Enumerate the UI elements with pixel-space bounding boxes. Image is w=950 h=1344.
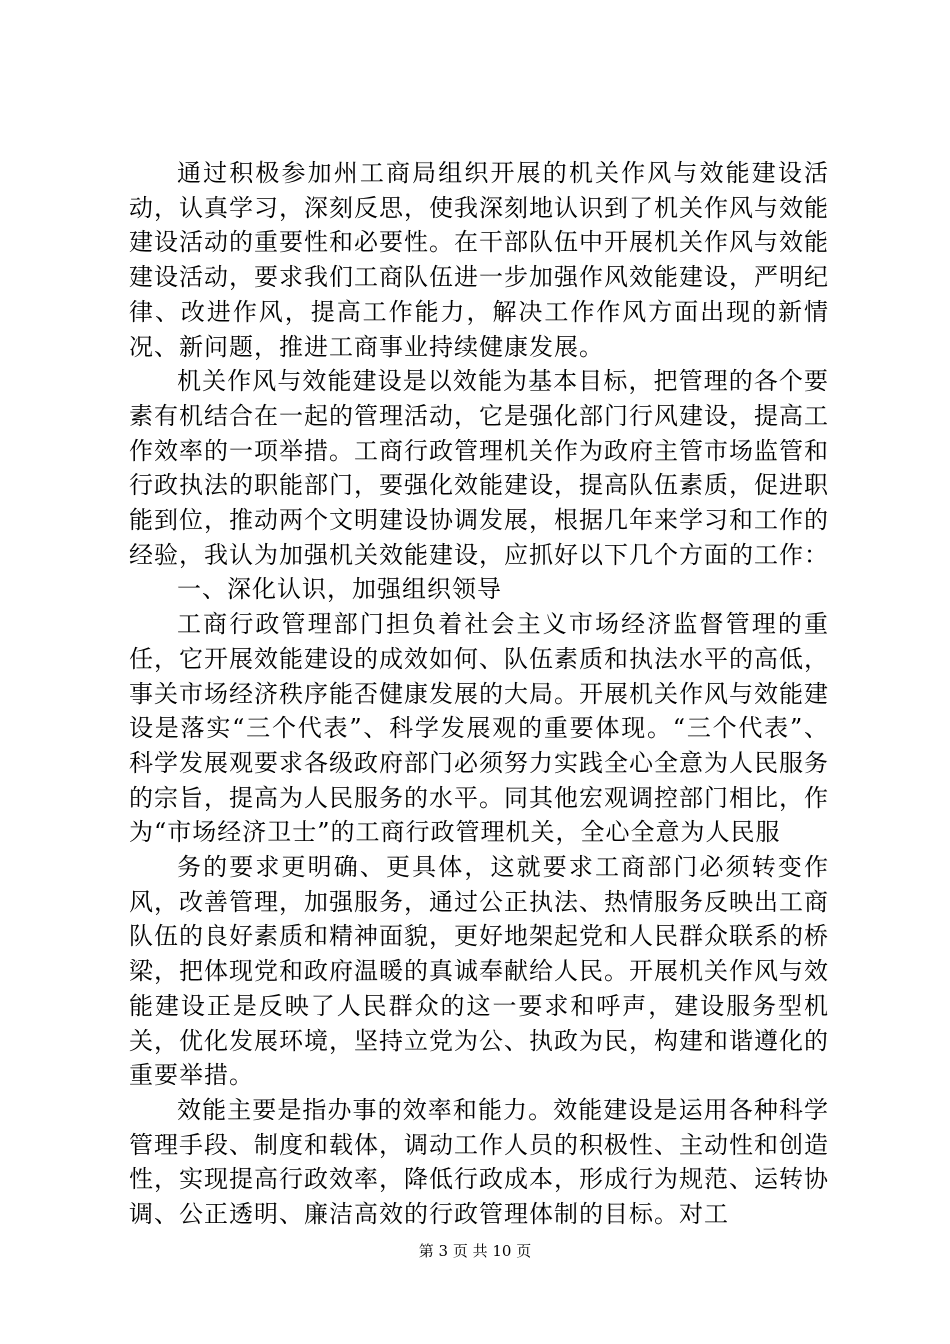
page-footer bbox=[0, 1241, 950, 1261]
paragraph-2: 机关作风与效能建设是以效能为基本目标，把管理的各个要素有机结合在一起的管理活动，它是强化部门行风建设，提高工作效率的一项举措。工商行政管理机关作为政府主管市场监管和行政执法的职能部门，要强化效能建设，提高队伍素质，促进职能到位，推动两个文明建设协调发展，根据几年来学习和工作的经验，我认为加强机关效能建设，应抓好以下几个方面的工作： bbox=[129, 367, 829, 569]
page-number-label: 第 3 页 共 10 页 bbox=[418, 1242, 532, 1260]
paragraph-4: 务的要求更明确、更具体，这就要求工商部门必须转变作风，改善管理，加强服务，通过公正执法、热情服务反映出工商队伍的良好素质和精神面貌，更好地架起党和人民群众联系的桥梁，把体现党和政府温暖的真诚奉献给人民。开展机关作风与效能建设正是反映了人民群众的这一要求和呼声，建设服务型机关，优化发展环境，坚持立党为公、执政为民，构建和谐遵化的重要举措。 bbox=[129, 853, 829, 1090]
paragraph-1: 通过积极参加州工商局组织开展的机关作风与效能建设活动，认真学习，深刻反思，使我深刻地认识到了机关作风与效能建设活动的重要性和必要性。在干部队伍中开展机关作风与效能建设活动，要求我们工商队伍进一步加强作风效能建设，严明纪律、改进作风，提高工作能力，解决工作作风方面出现的新情况、新问题，推进工商事业持续健康发展。 bbox=[129, 159, 829, 361]
paragraph-3: 工商行政管理部门担负着社会主义市场经济监督管理的重任，它开展效能建设的成效如何、队伍素质和执法水平的高低，事关市场经济秩序能否健康发展的大局。开展机关作风与效能建设是落实“三个代表”、科学发展观的重要体现。“三个代表”、科学发展观要求各级政府部门必须努力实践全心全意为人民服务的宗旨，提高为人民服务的水平。同其他宏观调控部门相比，作为“市场经济卫士”的工商行政管理机关，全心全意为人民服 bbox=[129, 610, 829, 847]
paragraph-5: 效能主要是指办事的效率和能力。效能建设是运用各种科学管理手段、制度和载体，调动工作人员的积极性、主动性和创造性，实现提高行政效率，降低行政成本，形成行为规范、运转协调、公正透明、廉洁高效的行政管理体制的目标。对工 bbox=[129, 1095, 829, 1229]
document-body bbox=[129, 156, 829, 1232]
section-heading-1: 一、深化认识，加强组织领导 bbox=[177, 575, 502, 604]
